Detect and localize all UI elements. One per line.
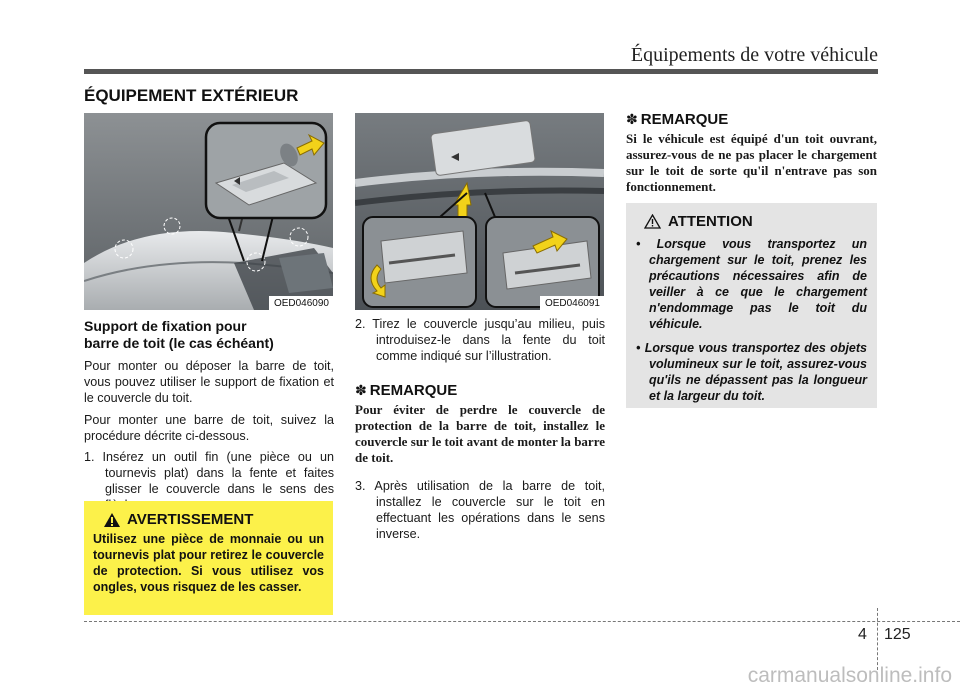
- attention-item-2: • Lorsque vous transportez des objets volumineux sur le toit, assurez-vous qu'ils ne dépassent pas la longueur et la largeur du toit.: [636, 341, 867, 403]
- rail-cover-illustration: [355, 113, 604, 310]
- footer-divider: [877, 608, 878, 670]
- note-body-right: Si le véhicule est équipé d'un toit ouvrant, assurez-vous de ne pas placer le chargement sur le toit de sorte qu'il n'entrave pas son fonctionnement.: [626, 131, 877, 194]
- footer-rule: [84, 621, 960, 622]
- warning-box: [84, 501, 333, 615]
- note-star-icon: ✽: [626, 112, 638, 128]
- warning-triangle-icon: [644, 214, 661, 229]
- middle-column: [355, 316, 605, 542]
- right-column: [626, 111, 877, 195]
- left-column: [84, 318, 334, 513]
- figure-rail-cover: [355, 113, 604, 310]
- step-3: 3. Après utilisation de la barre de toit, installez le couvercle sur le toit en effectuant les opérations dans le sens inverse.: [355, 479, 605, 541]
- subheading-line1: Support de fixation pour: [84, 318, 247, 334]
- step-2: 2. Tirez le couvercle jusqu’au milieu, puis introduisez-le dans la fente du toit comme indiqué sur l’illustration.: [355, 317, 605, 363]
- step-1: 1. Insérez un outil fin (une pièce ou un tournevis plat) dans la fente et faites glisser le couvercle dans le sens des: [84, 450, 334, 496]
- watermark: carmanualsonline.info: [747, 664, 952, 687]
- figure-code-right: OED046091: [540, 296, 604, 310]
- paragraph-intro: Pour monter ou déposer la barre de toit, vous pouvez utiliser le support de fixation et le couvercle du toit.: [84, 359, 334, 405]
- subheading: [84, 318, 334, 352]
- car-roof-illustration: [84, 113, 333, 310]
- warning-triangle-icon: [103, 512, 121, 528]
- chapter-number: 4: [858, 626, 867, 643]
- paragraph-procedure: Pour monter une barre de toit, suivez la procédure décrite ci-dessous.: [84, 413, 334, 443]
- subheading-line2: barre de toit (le cas échéant): [84, 335, 274, 351]
- note-title-right-text: REMARQUE: [640, 111, 729, 128]
- section-title: ÉQUIPEMENT EXTÉRIEUR: [84, 86, 299, 105]
- figure-code-left: OED046090: [269, 296, 333, 310]
- header-rule: [84, 69, 878, 74]
- running-title: Équipements de votre véhicule: [630, 44, 878, 66]
- note-body-middle: Pour éviter de perdre le couvercle de protection de la barre de toit, installez le couvercle sur le toit avant de monter la barre de toit.: [355, 402, 605, 465]
- figure-roof-car: [84, 113, 333, 310]
- note-title-middle-text: REMARQUE: [369, 382, 458, 399]
- note-title-middle: [355, 382, 605, 399]
- attention-box: [626, 203, 877, 408]
- note-title-right: [626, 111, 877, 128]
- warning-title: AVERTISSEMENT: [127, 511, 254, 528]
- attention-header: [636, 213, 867, 230]
- note-star-icon: ✽: [355, 383, 367, 399]
- attention-item-1: • Lorsque vous transportez un chargement sur le toit, prenez les précautions nécessaires afin de veiller à ce que le chargement n'endommage pas le toit du véhicule.: [636, 237, 867, 331]
- page-number: 125: [884, 626, 911, 643]
- attention-title: ATTENTION: [668, 213, 753, 230]
- warning-text: Utilisez une pièce de monnaie ou un tournevis plat pour retirez le couvercle de protection. Si vous utilisez vos ongles, vous risquez de les casser.: [93, 532, 324, 594]
- warning-header: [93, 511, 324, 528]
